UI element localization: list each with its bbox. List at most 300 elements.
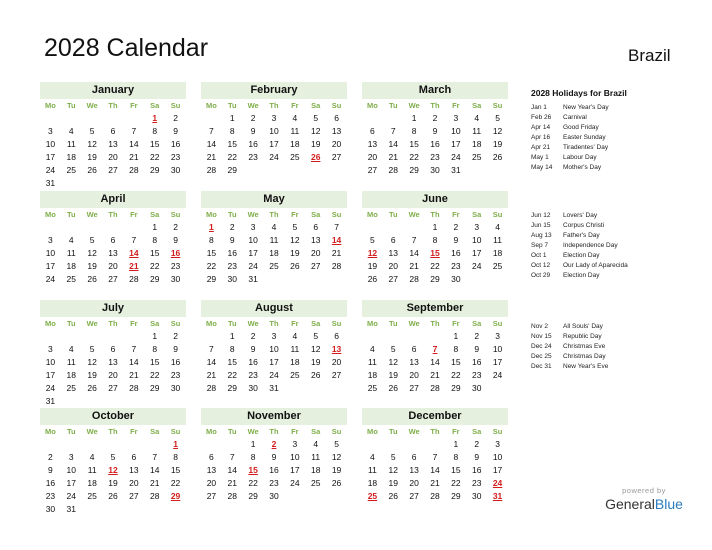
day-cell: 29 bbox=[227, 383, 237, 393]
day-cell: 16 bbox=[430, 139, 440, 149]
weekday-label: Tu bbox=[66, 210, 76, 219]
day-cell: 16 bbox=[227, 248, 237, 258]
day-cell: 6 bbox=[411, 452, 417, 462]
day-cell: 30 bbox=[248, 383, 258, 393]
day-cell: 12 bbox=[108, 465, 118, 475]
day-cell: 27 bbox=[129, 491, 139, 501]
day-cell: 21 bbox=[430, 478, 440, 488]
day-cell: 27 bbox=[206, 491, 217, 501]
empty-cell bbox=[61, 112, 82, 125]
day-cell: 24 bbox=[492, 370, 503, 380]
day-cell: 7 bbox=[209, 126, 214, 136]
weekday-label: Tu bbox=[227, 319, 237, 328]
day-cell: 30 bbox=[170, 383, 181, 393]
day-cell: 2 bbox=[474, 331, 480, 341]
day-cell: 5 bbox=[313, 331, 319, 341]
day-cell: 24 bbox=[269, 152, 279, 162]
day-cell: 7 bbox=[131, 344, 137, 354]
month-grid bbox=[362, 317, 508, 395]
day-cell: 2 bbox=[229, 222, 235, 232]
holiday-row bbox=[531, 103, 701, 113]
day-cell: 8 bbox=[152, 235, 158, 245]
weekday-label: Th bbox=[269, 319, 279, 328]
weekday-label: Sa bbox=[311, 319, 321, 328]
day-cell: 3 bbox=[271, 113, 277, 123]
day-cell: 8 bbox=[250, 452, 256, 462]
day-cell: 10 bbox=[290, 452, 300, 462]
day-cell: 5 bbox=[89, 344, 95, 354]
day-cell: 7 bbox=[229, 452, 235, 462]
day-cell: 6 bbox=[110, 126, 116, 136]
holiday-row bbox=[531, 241, 701, 251]
day-cell: 26 bbox=[310, 152, 321, 162]
empty-cell bbox=[123, 503, 144, 516]
weekday-label: Fr bbox=[291, 427, 299, 436]
day-cell: 25 bbox=[290, 152, 300, 162]
day-cell: 6 bbox=[390, 235, 396, 245]
weekday-label: Th bbox=[269, 101, 279, 110]
day-cell: 23 bbox=[471, 370, 482, 380]
day-cell: 10 bbox=[248, 235, 258, 245]
day-cell: 3 bbox=[474, 222, 480, 232]
day-cell: 3 bbox=[48, 235, 53, 245]
day-cell: 6 bbox=[334, 113, 339, 123]
day-cell: 16 bbox=[45, 478, 56, 488]
holiday-date: Aug 13 bbox=[531, 232, 552, 239]
day-cell: 9 bbox=[271, 452, 277, 462]
day-cell: 23 bbox=[471, 478, 482, 488]
day-cell: 2 bbox=[250, 331, 256, 341]
day-cell: 29 bbox=[451, 383, 461, 393]
empty-cell bbox=[61, 177, 82, 190]
month-grid bbox=[201, 425, 347, 503]
day-cell: 4 bbox=[89, 452, 95, 462]
weekday-label: Tu bbox=[66, 427, 76, 436]
holiday-name: All Souls' Day bbox=[563, 323, 603, 330]
day-cell: 17 bbox=[269, 357, 279, 367]
day-cell: 7 bbox=[432, 344, 438, 354]
day-cell: 18 bbox=[492, 248, 503, 258]
day-cell: 5 bbox=[495, 113, 500, 123]
day-cell: 11 bbox=[472, 126, 482, 136]
empty-cell bbox=[123, 395, 144, 408]
month-december bbox=[362, 408, 508, 503]
day-cell: 27 bbox=[409, 383, 419, 393]
day-cell: 29 bbox=[149, 165, 160, 175]
day-cell: 30 bbox=[269, 491, 279, 501]
weekday-label: Sa bbox=[472, 427, 482, 436]
weekday-label: We bbox=[408, 427, 420, 436]
day-cell: 1 bbox=[453, 439, 459, 449]
day-cell: 16 bbox=[451, 248, 461, 258]
day-cell: 10 bbox=[269, 344, 279, 354]
day-cell: 11 bbox=[66, 139, 76, 149]
day-cell: 3 bbox=[250, 222, 256, 232]
day-cell: 2 bbox=[453, 222, 459, 232]
empty-cell bbox=[103, 395, 124, 408]
day-cell: 4 bbox=[68, 126, 74, 136]
month-grid bbox=[362, 99, 508, 177]
month-april bbox=[40, 191, 186, 286]
day-cell: 4 bbox=[370, 452, 375, 462]
day-cell: 23 bbox=[227, 261, 237, 271]
day-cell: 17 bbox=[66, 478, 76, 488]
empty-cell bbox=[383, 112, 404, 125]
month-header: September bbox=[362, 300, 508, 317]
day-cell: 6 bbox=[131, 452, 137, 462]
day-cell: 5 bbox=[110, 452, 116, 462]
day-cell: 18 bbox=[367, 478, 378, 488]
day-cell: 3 bbox=[292, 439, 298, 449]
holiday-row bbox=[531, 113, 701, 123]
day-cell: 15 bbox=[248, 465, 258, 475]
day-cell: 27 bbox=[108, 383, 118, 393]
weekday-label: Mo bbox=[45, 427, 56, 436]
day-cell: 15 bbox=[149, 248, 160, 258]
day-cell: 10 bbox=[471, 235, 482, 245]
empty-cell bbox=[103, 112, 124, 125]
day-cell: 18 bbox=[367, 370, 378, 380]
day-cell: 2 bbox=[48, 452, 53, 462]
day-cell: 12 bbox=[290, 235, 300, 245]
day-cell: 20 bbox=[331, 357, 342, 367]
weekday-label: Tu bbox=[227, 101, 237, 110]
day-cell: 25 bbox=[66, 383, 76, 393]
empty-cell bbox=[404, 438, 425, 451]
day-cell: 9 bbox=[474, 344, 480, 354]
day-cell: 14 bbox=[409, 248, 419, 258]
day-cell: 12 bbox=[310, 126, 321, 136]
day-cell: 26 bbox=[87, 165, 97, 175]
month-header: August bbox=[201, 300, 347, 317]
day-cell: 23 bbox=[430, 152, 440, 162]
day-cell: 20 bbox=[108, 370, 118, 380]
empty-cell bbox=[123, 330, 144, 343]
day-cell: 26 bbox=[492, 152, 503, 162]
day-cell: 21 bbox=[206, 370, 217, 380]
month-february bbox=[201, 82, 347, 177]
empty-cell bbox=[243, 164, 264, 177]
empty-cell bbox=[61, 330, 82, 343]
holiday-date: May 14 bbox=[531, 164, 553, 171]
brand-general: General bbox=[605, 496, 655, 512]
day-cell: 24 bbox=[492, 478, 503, 488]
weekday-label: Tu bbox=[227, 210, 237, 219]
day-cell: 13 bbox=[129, 465, 139, 475]
day-cell: 19 bbox=[331, 465, 342, 475]
day-cell: 6 bbox=[110, 235, 116, 245]
day-cell: 4 bbox=[68, 344, 74, 354]
day-cell: 22 bbox=[430, 261, 440, 271]
day-cell: 6 bbox=[110, 344, 116, 354]
day-cell: 17 bbox=[492, 465, 503, 475]
month-header: November bbox=[201, 408, 347, 425]
empty-cell bbox=[123, 438, 144, 451]
calendar-title: 2028 Calendar bbox=[44, 34, 209, 62]
month-september bbox=[362, 300, 508, 395]
day-cell: 4 bbox=[68, 235, 74, 245]
day-cell: 20 bbox=[409, 478, 419, 488]
day-cell: 28 bbox=[129, 274, 139, 284]
day-cell: 27 bbox=[108, 274, 118, 284]
month-header: December bbox=[362, 408, 508, 425]
day-cell: 30 bbox=[227, 274, 237, 284]
empty-cell bbox=[144, 503, 165, 516]
holiday-name: Father's Day bbox=[563, 232, 600, 239]
weekday-label: Mo bbox=[367, 427, 378, 436]
empty-cell bbox=[264, 164, 285, 177]
day-cell: 19 bbox=[310, 357, 321, 367]
day-cell: 16 bbox=[269, 465, 279, 475]
day-cell: 24 bbox=[451, 152, 461, 162]
day-cell: 13 bbox=[409, 465, 419, 475]
day-cell: 3 bbox=[68, 452, 74, 462]
day-cell: 17 bbox=[492, 357, 503, 367]
holiday-name: Good Friday bbox=[563, 124, 599, 131]
day-cell: 4 bbox=[370, 344, 375, 354]
weekday-label: Th bbox=[108, 101, 118, 110]
empty-cell bbox=[82, 438, 103, 451]
day-cell: 13 bbox=[108, 357, 118, 367]
day-cell: 15 bbox=[451, 357, 461, 367]
holiday-date: Dec 24 bbox=[531, 343, 552, 350]
powered-by-text: powered by bbox=[622, 486, 666, 495]
day-cell: 3 bbox=[48, 344, 53, 354]
day-cell: 3 bbox=[495, 439, 500, 449]
day-cell: 29 bbox=[149, 274, 160, 284]
day-cell: 13 bbox=[108, 248, 118, 258]
empty-cell bbox=[165, 395, 186, 408]
day-cell: 14 bbox=[129, 139, 139, 149]
empty-cell bbox=[425, 438, 446, 451]
weekday-label: Sa bbox=[311, 427, 321, 436]
day-cell: 19 bbox=[388, 370, 398, 380]
day-cell: 6 bbox=[334, 331, 339, 341]
day-cell: 14 bbox=[129, 357, 139, 367]
day-cell: 28 bbox=[149, 491, 160, 501]
month-grid bbox=[40, 99, 186, 190]
day-cell: 24 bbox=[290, 478, 300, 488]
weekday-label: Th bbox=[430, 210, 440, 219]
holiday-name: Labour Day bbox=[563, 154, 597, 161]
empty-cell bbox=[362, 438, 383, 451]
day-cell: 27 bbox=[331, 152, 342, 162]
month-january bbox=[40, 82, 186, 190]
holiday-date: Oct 1 bbox=[531, 252, 547, 259]
weekday-label: Tu bbox=[66, 319, 76, 328]
month-header: October bbox=[40, 408, 186, 425]
day-cell: 8 bbox=[152, 344, 158, 354]
day-cell: 3 bbox=[495, 331, 500, 341]
weekday-label: Fr bbox=[452, 210, 460, 219]
empty-cell bbox=[82, 112, 103, 125]
month-grid bbox=[40, 425, 186, 516]
day-cell: 3 bbox=[271, 331, 277, 341]
holiday-row bbox=[531, 221, 701, 231]
weekday-label: We bbox=[247, 427, 259, 436]
empty-cell bbox=[61, 395, 82, 408]
day-cell: 17 bbox=[451, 139, 461, 149]
month-grid bbox=[40, 317, 186, 408]
holiday-row bbox=[531, 322, 701, 332]
day-cell: 15 bbox=[206, 248, 217, 258]
empty-cell bbox=[404, 330, 425, 343]
day-cell: 18 bbox=[66, 261, 76, 271]
holiday-row bbox=[531, 163, 701, 173]
month-grid bbox=[40, 208, 186, 286]
holiday-name: Election Day bbox=[563, 252, 600, 259]
weekday-label: Su bbox=[170, 101, 181, 110]
empty-cell bbox=[326, 273, 347, 286]
day-cell: 17 bbox=[290, 465, 300, 475]
holiday-date: Jun 12 bbox=[531, 212, 551, 219]
weekday-label: We bbox=[86, 319, 98, 328]
weekday-label: Su bbox=[492, 319, 503, 328]
weekday-label: Su bbox=[492, 427, 503, 436]
month-header: July bbox=[40, 300, 186, 317]
empty-cell bbox=[103, 330, 124, 343]
day-cell: 5 bbox=[370, 235, 375, 245]
day-cell: 4 bbox=[292, 113, 298, 123]
holiday-date: Jun 15 bbox=[531, 222, 551, 229]
month-march bbox=[362, 82, 508, 177]
day-cell: 31 bbox=[248, 274, 258, 284]
empty-cell bbox=[326, 490, 347, 503]
holiday-date: Nov 15 bbox=[531, 333, 552, 340]
day-cell: 2 bbox=[271, 439, 277, 449]
month-grid bbox=[201, 208, 347, 286]
day-cell: 5 bbox=[292, 222, 298, 232]
weekday-label: We bbox=[86, 210, 98, 219]
day-cell: 24 bbox=[45, 383, 56, 393]
day-cell: 12 bbox=[87, 248, 97, 258]
empty-cell bbox=[383, 438, 404, 451]
weekday-label: Fr bbox=[291, 319, 299, 328]
day-cell: 29 bbox=[430, 274, 440, 284]
day-cell: 20 bbox=[388, 261, 398, 271]
day-cell: 28 bbox=[227, 491, 237, 501]
empty-cell bbox=[284, 382, 305, 395]
weekday-label: Sa bbox=[311, 101, 321, 110]
day-cell: 27 bbox=[367, 165, 378, 175]
day-cell: 9 bbox=[173, 126, 178, 136]
day-cell: 30 bbox=[170, 165, 181, 175]
empty-cell bbox=[326, 382, 347, 395]
holiday-date: Oct 12 bbox=[531, 262, 551, 269]
day-cell: 14 bbox=[206, 357, 217, 367]
weekday-label: Fr bbox=[130, 427, 138, 436]
holiday-name: Carnival bbox=[563, 114, 587, 121]
holiday-date: May 1 bbox=[531, 154, 549, 161]
weekday-label: Fr bbox=[291, 101, 299, 110]
day-cell: 18 bbox=[310, 465, 321, 475]
weekday-label: Fr bbox=[452, 427, 460, 436]
day-cell: 14 bbox=[388, 139, 398, 149]
holiday-date: Feb 26 bbox=[531, 114, 552, 121]
brand-blue: Blue bbox=[654, 496, 683, 512]
day-cell: 12 bbox=[87, 357, 97, 367]
day-cell: 30 bbox=[451, 274, 461, 284]
empty-cell bbox=[103, 221, 124, 234]
day-cell: 20 bbox=[129, 478, 139, 488]
empty-cell bbox=[487, 382, 508, 395]
day-cell: 22 bbox=[170, 478, 181, 488]
day-cell: 2 bbox=[173, 113, 178, 123]
empty-cell bbox=[305, 382, 326, 395]
day-cell: 10 bbox=[492, 452, 503, 462]
day-cell: 25 bbox=[367, 491, 378, 501]
holiday-row bbox=[531, 332, 701, 342]
weekday-label: We bbox=[86, 427, 98, 436]
holiday-row bbox=[531, 153, 701, 163]
empty-cell bbox=[362, 221, 383, 234]
weekday-label: We bbox=[408, 319, 420, 328]
holiday-name: Christmas Day bbox=[563, 353, 606, 360]
day-cell: 10 bbox=[269, 126, 279, 136]
day-cell: 22 bbox=[409, 152, 419, 162]
day-cell: 12 bbox=[87, 139, 97, 149]
weekday-label: Fr bbox=[452, 319, 460, 328]
holiday-row bbox=[531, 271, 701, 281]
day-cell: 20 bbox=[108, 261, 118, 271]
holiday-list bbox=[531, 322, 701, 372]
day-cell: 11 bbox=[368, 465, 377, 475]
weekday-label: Su bbox=[331, 101, 342, 110]
weekday-label: Fr bbox=[291, 210, 299, 219]
empty-cell bbox=[103, 438, 124, 451]
weekday-label: Th bbox=[108, 210, 118, 219]
empty-cell bbox=[284, 273, 305, 286]
empty-cell bbox=[487, 273, 508, 286]
day-cell: 10 bbox=[45, 248, 56, 258]
weekday-label: Fr bbox=[452, 101, 460, 110]
day-cell: 7 bbox=[131, 235, 137, 245]
day-cell: 20 bbox=[310, 248, 321, 258]
day-cell: 11 bbox=[493, 235, 502, 245]
day-cell: 25 bbox=[66, 274, 76, 284]
day-cell: 16 bbox=[471, 357, 482, 367]
day-cell: 12 bbox=[492, 126, 503, 136]
day-cell: 5 bbox=[89, 126, 95, 136]
day-cell: 17 bbox=[45, 370, 56, 380]
day-cell: 28 bbox=[409, 274, 419, 284]
day-cell: 22 bbox=[149, 370, 160, 380]
empty-cell bbox=[144, 438, 165, 451]
empty-cell bbox=[466, 273, 487, 286]
day-cell: 1 bbox=[209, 222, 214, 232]
day-cell: 4 bbox=[474, 113, 480, 123]
day-cell: 1 bbox=[152, 222, 158, 232]
day-cell: 10 bbox=[492, 344, 503, 354]
weekday-label: Tu bbox=[66, 101, 76, 110]
holiday-date: Sep 7 bbox=[531, 242, 548, 249]
day-cell: 9 bbox=[432, 126, 438, 136]
day-cell: 9 bbox=[250, 344, 256, 354]
day-cell: 3 bbox=[48, 126, 53, 136]
day-cell: 18 bbox=[87, 478, 97, 488]
day-cell: 29 bbox=[409, 165, 419, 175]
month-october bbox=[40, 408, 186, 516]
day-cell: 27 bbox=[409, 491, 419, 501]
day-cell: 28 bbox=[430, 491, 440, 501]
day-cell: 8 bbox=[209, 235, 214, 245]
empty-cell bbox=[123, 221, 144, 234]
day-cell: 15 bbox=[227, 357, 237, 367]
day-cell: 23 bbox=[170, 370, 181, 380]
day-cell: 21 bbox=[409, 261, 419, 271]
day-cell: 16 bbox=[248, 357, 258, 367]
month-june bbox=[362, 191, 508, 286]
